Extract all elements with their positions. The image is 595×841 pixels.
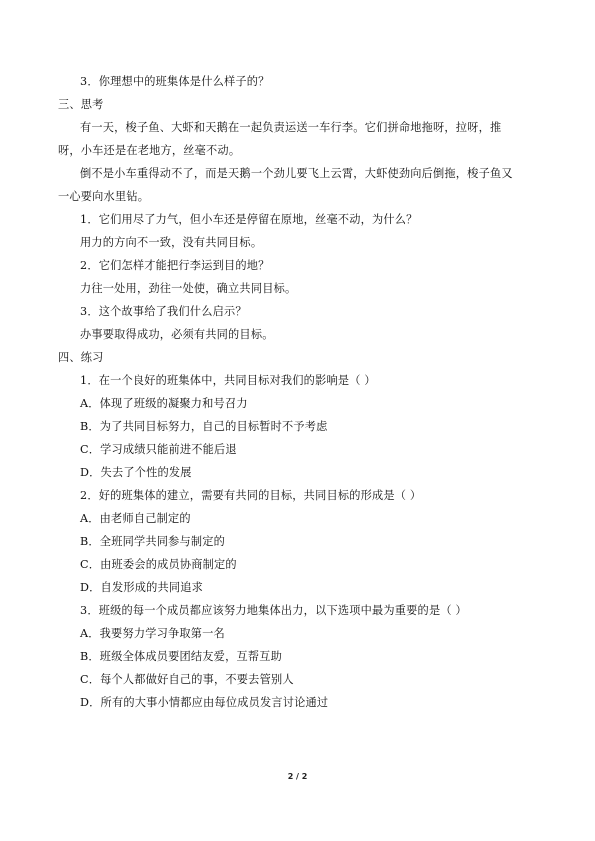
text-line: A．由老师自己制定的 bbox=[80, 512, 191, 525]
text-line: 1．它们用尽了力气，但小车还是停留在原地，丝毫不动，为什么？ bbox=[80, 213, 418, 226]
text-line: B．为了共同目标努力，自己的目标暂时不予考虑 bbox=[80, 420, 328, 433]
text-line-continuation: 一心要向水里钻。 bbox=[58, 190, 150, 203]
text-line: 倒不是小车重得动不了，而是天鹅一个劲儿要飞上云霄，大虾使劲向后倒拖，梭子鱼又 bbox=[80, 167, 513, 180]
text-line: B．全班同学共同参与制定的 bbox=[80, 535, 226, 548]
text-line: 3．班级的每一个成员都应该努力地集体出力，以下选项中最为重要的是（ ） bbox=[80, 604, 467, 617]
text-line: A．我要努力学习争取第一名 bbox=[80, 627, 225, 640]
text-line: C．学习成绩只能前进不能后退 bbox=[80, 443, 237, 456]
text-line: C．每个人都做好自己的事，不要去管别人 bbox=[80, 673, 294, 686]
text-line: A．体现了班级的凝聚力和号召力 bbox=[80, 397, 248, 410]
text-line: 1．在一个良好的班集体中，共同目标对我们的影响是（ ） bbox=[80, 374, 376, 387]
section-heading: 四、练习 bbox=[58, 351, 104, 364]
text-line: 2．好的班集体的建立，需要有共同的目标，共同目标的形成是（ ） bbox=[80, 489, 422, 502]
text-line: D．所有的大事小情都应由每位成员发言讨论通过 bbox=[80, 696, 329, 709]
text-line: D．自发形成的共同追求 bbox=[80, 581, 204, 594]
page-number: 2 / 2 bbox=[287, 772, 308, 781]
section-heading: 三、思考 bbox=[58, 98, 104, 111]
text-line: 办事要取得成功，必须有共同的目标。 bbox=[80, 328, 274, 341]
text-line: 2．它们怎样才能把行李运到目的地？ bbox=[80, 259, 270, 272]
document-body bbox=[58, 70, 538, 714]
text-line: D．失去了个性的发展 bbox=[80, 466, 192, 479]
text-line: B．班级全体成员要团结友爱，互帮互助 bbox=[80, 650, 283, 663]
text-line: 力往一处用，劲往一处使，确立共同目标。 bbox=[80, 282, 297, 295]
text-line: 用力的方向不一致，没有共同目标。 bbox=[80, 236, 263, 249]
text-line: 有一天，梭子鱼、大虾和天鹅在一起负责运送一车行李。它们拼命地拖呀，拉呀，推 bbox=[80, 121, 502, 134]
text-line: 3．你理想中的班集体是什么样子的？ bbox=[80, 75, 270, 88]
text-line: C．由班委会的成员协商制定的 bbox=[80, 558, 237, 571]
text-line: 3．这个故事给了我们什么启示？ bbox=[80, 305, 247, 318]
text-line-continuation: 呀，小车还是在老地方，丝毫不动。 bbox=[58, 144, 241, 157]
